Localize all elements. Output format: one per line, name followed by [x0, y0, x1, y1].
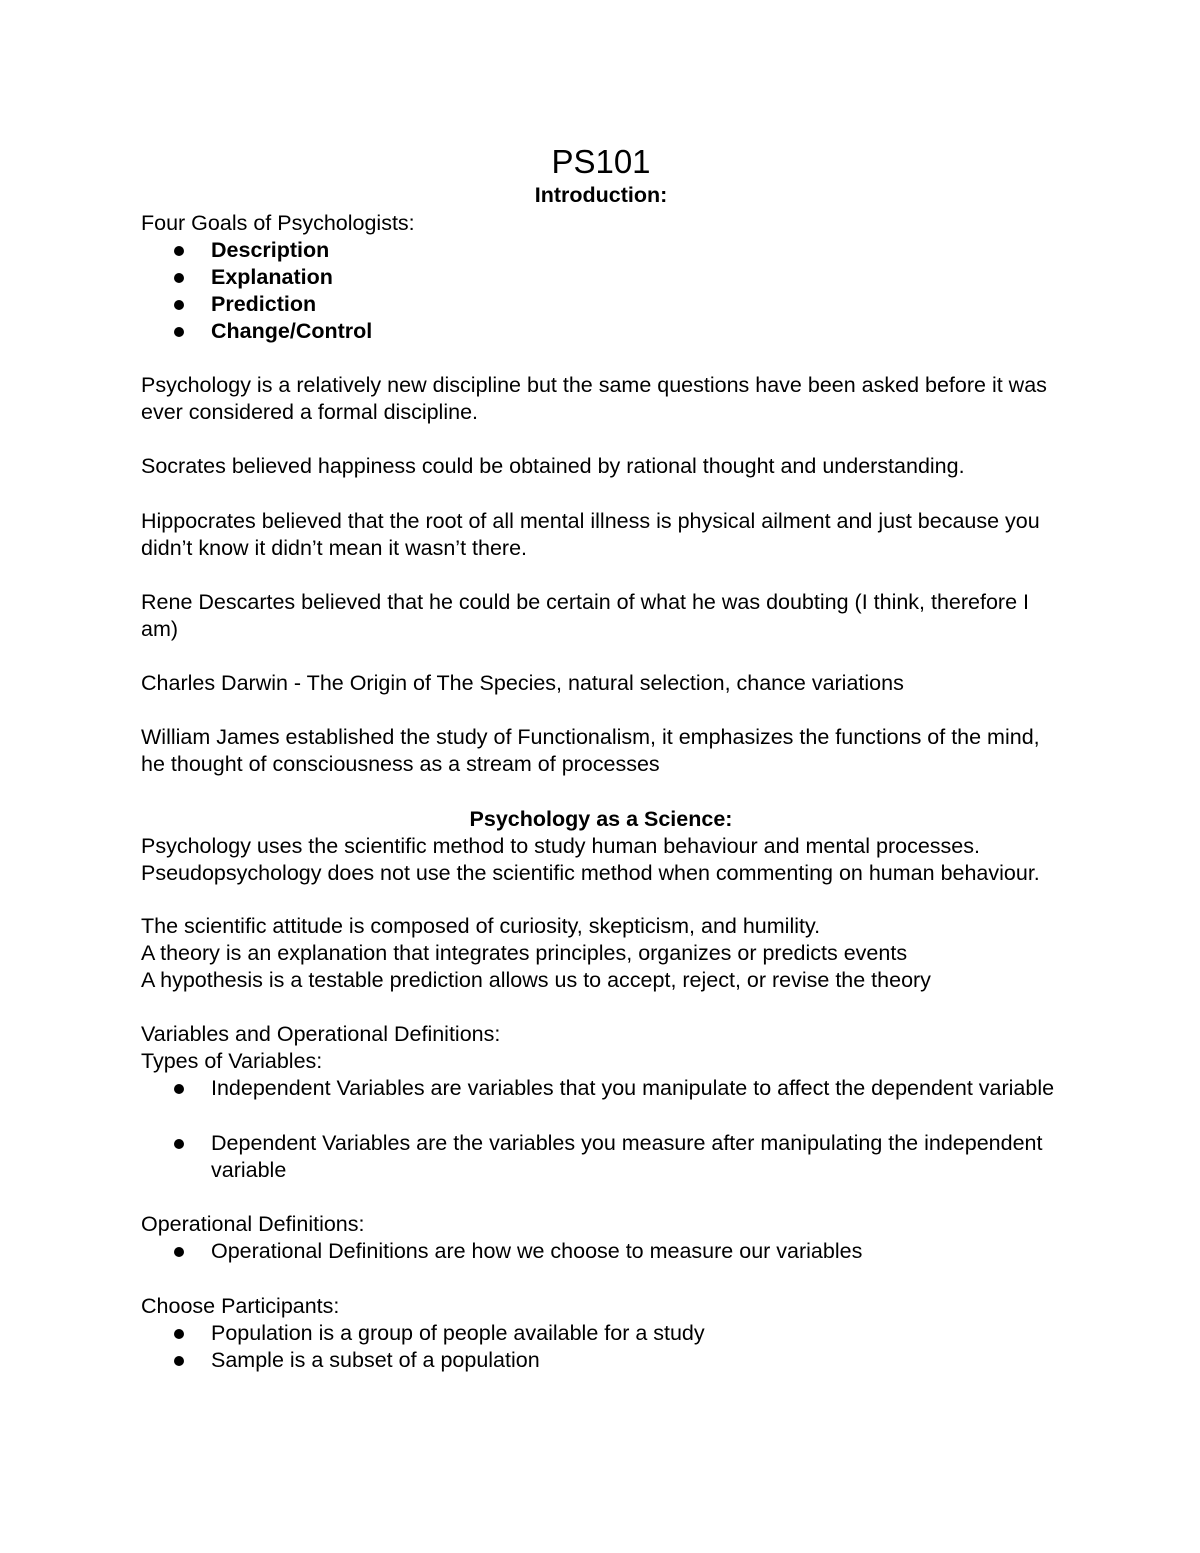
- bullet-icon: [174, 1139, 184, 1149]
- goal-text: Change/Control: [211, 319, 373, 343]
- variable-type-text: Dependent Variables are the variables you measure after manipulating the independent variable: [211, 1131, 1043, 1182]
- bullet-icon: [174, 300, 184, 310]
- paragraph: Psychology is a relatively new discipline but the same questions have been asked before it was ever considered a formal discipline.: [141, 373, 1047, 424]
- document-title: PS101: [551, 143, 651, 180]
- paragraph: William James established the study of Functionalism, it emphasizes the functions of the mind, he thought of consciousness as a stream of processes: [141, 725, 1040, 776]
- list-item: [211, 1075, 1061, 1102]
- list-item: [211, 291, 1061, 318]
- list-item: [211, 318, 1061, 345]
- goal-text: Prediction: [211, 292, 317, 316]
- bullet-icon: [174, 1329, 184, 1339]
- opdef-text: Operational Definitions are how we choose to measure our variables: [211, 1239, 863, 1263]
- bullet-icon: [174, 327, 184, 337]
- goal-text: Explanation: [211, 265, 333, 289]
- paragraph: Charles Darwin - The Origin of The Species, natural selection, chance variations: [141, 671, 904, 695]
- list-item: [211, 1320, 1061, 1347]
- variables-heading: Variables and Operational Definitions:: [141, 1022, 501, 1046]
- bullet-icon: [174, 1247, 184, 1257]
- participant-text: Sample is a subset of a population: [211, 1348, 540, 1372]
- paragraph: Rene Descartes believed that he could be certain of what he was doubting (I think, therefore I am): [141, 590, 1029, 641]
- types-label: Types of Variables:: [141, 1049, 323, 1073]
- intro-heading: Introduction:: [534, 183, 668, 207]
- list-item: [211, 237, 1061, 264]
- list-item: [211, 264, 1061, 291]
- list-item: [211, 1347, 1061, 1374]
- participant-text: Population is a group of people available for a study: [211, 1321, 705, 1345]
- bullet-icon: [174, 1084, 184, 1094]
- paragraph: Socrates believed happiness could be obtained by rational thought and understanding.: [141, 454, 965, 478]
- bullet-icon: [174, 246, 184, 256]
- paragraph: Psychology uses the scientific method to study human behaviour and mental processes. Pseudopsychology does not use the scientific method when commenting on human behaviour.: [141, 834, 1040, 885]
- variable-type-text: Independent Variables are variables that you manipulate to affect the dependent variable: [211, 1076, 1055, 1100]
- paragraph: A theory is an explanation that integrates principles, organizes or predicts events: [141, 941, 908, 965]
- participants-label: Choose Participants:: [141, 1294, 340, 1318]
- bullet-icon: [174, 1356, 184, 1366]
- goal-text: Description: [211, 238, 330, 262]
- science-heading: Psychology as a Science:: [469, 807, 733, 831]
- list-item: [211, 1238, 1061, 1265]
- paragraph: The scientific attitude is composed of curiosity, skepticism, and humility.: [141, 914, 821, 938]
- paragraph: A hypothesis is a testable prediction allows us to accept, reject, or revise the theory: [141, 968, 931, 992]
- bullet-icon: [174, 273, 184, 283]
- paragraph: Hippocrates believed that the root of all mental illness is physical ailment and just because you didn’t know it didn’t mean it wasn’t there.: [141, 509, 1040, 560]
- goals-label: Four Goals of Psychologists:: [141, 211, 415, 235]
- list-item: [211, 1130, 1061, 1184]
- opdef-label: Operational Definitions:: [141, 1212, 365, 1236]
